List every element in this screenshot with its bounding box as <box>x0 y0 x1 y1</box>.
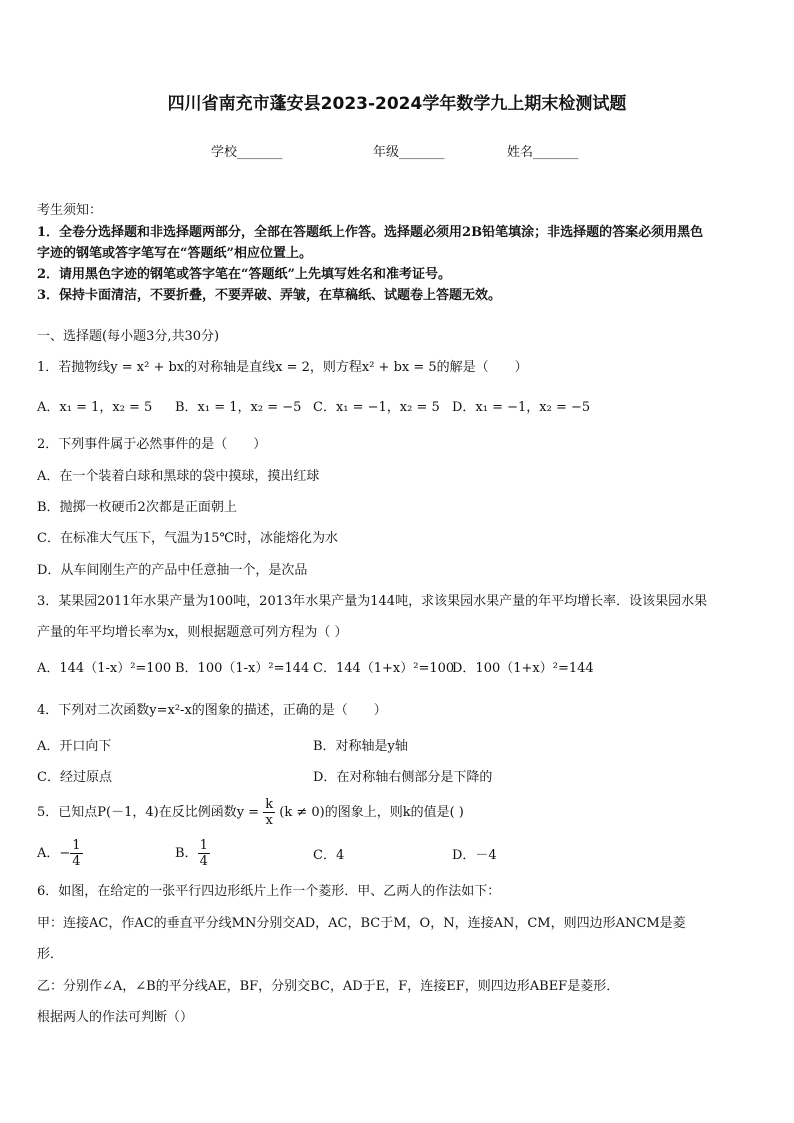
notice-item-1-cont: 字迹的钢笔或答字笔写在“答题纸”相应位置上。 <box>37 246 312 261</box>
q5-option-a <box>37 838 83 869</box>
q5-stem-prefix: 5．已知点P(－1，4)在反比例函数y = <box>37 805 260 820</box>
q4-option-c: C．经过原点 <box>37 770 112 785</box>
school-field[interactable]: 学校_______ <box>211 145 283 160</box>
q4-option-b: B．对称轴是y轴 <box>313 739 408 754</box>
section-heading: 一、选择题(每小题3分,共30分) <box>37 329 220 344</box>
q3-option-b: B．100（1-x）²=144 <box>175 661 310 676</box>
q6-judge-prompt: 根据两人的作法可判断（） <box>37 1010 194 1025</box>
q5-fraction-numerator: k <box>265 797 274 812</box>
notice-heading: 考生须知： <box>37 203 103 218</box>
q4-option-a: A．开口向下 <box>37 739 112 754</box>
q2-option-d: D．从车间刚生产的产品中任意抽一个，是次品 <box>37 563 308 578</box>
q4-stem: 4．下列对二次函数y=x²-x的图象的描述，正确的是（ ） <box>37 703 387 718</box>
q5-fraction-denominator: x <box>265 813 273 828</box>
q4-option-d: D．在对称轴右侧部分是下降的 <box>313 770 493 785</box>
q6-method-jia-cont: 形． <box>37 947 64 962</box>
q3-option-d: D．100（1+x）²=144 <box>452 661 594 676</box>
q3-stem-cont: 产量的年平均增长率为x，则根据题意可列方程为（ ） <box>37 625 348 640</box>
grade-field[interactable]: 年级_______ <box>373 145 445 160</box>
q6-method-jia: 甲：连接AC，作AC的垂直平分线MN分别交AD，AC，BC于M，O，N，连接AN，CM，则四边形ANCM是菱 <box>37 916 686 931</box>
q5-option-b-numerator: 1 <box>199 838 208 853</box>
q2-option-c: C．在标准大气压下，气温为15℃时，冰能熔化为水 <box>37 531 339 546</box>
q3-option-a: A．144（1-x）²=100 <box>37 661 172 676</box>
q5-option-b-denominator: 4 <box>199 854 208 869</box>
q2-stem: 2．下列事件属于必然事件的是（ ） <box>37 437 267 452</box>
q5-fraction <box>263 797 275 828</box>
q1-option-d: D．x₁ = −1，x₂ = −5 <box>452 400 591 415</box>
q5-option-b <box>175 838 210 869</box>
q5-option-d: D．－4 <box>452 848 497 863</box>
q3-stem: 3．某果园2011年水果产量为100吨，2013年水果产量为144吨，求该果园水果产量的年平均增长率．设该果园水果 <box>37 594 708 609</box>
q5-option-a-label: A．− <box>37 846 71 861</box>
q6-stem: 6．如图，在给定的一张平行四边形纸片上作一个菱形．甲、乙两人的作法如下： <box>37 884 501 899</box>
q3-option-c: C．144（1+x）²=100 <box>313 661 455 676</box>
q5-option-b-label: B． <box>175 846 198 861</box>
notice-item-3: 3．保持卡面清洁，不要折叠，不要弄破、弄皱，在草稿纸、试题卷上答题无效。 <box>37 288 502 303</box>
q2-option-b: B．抛掷一枚硬币2次都是正面朝上 <box>37 500 237 515</box>
q5-option-a-fraction <box>70 838 82 869</box>
q5-option-c: C．4 <box>313 848 345 863</box>
q5-option-b-fraction <box>198 838 210 869</box>
q5-option-a-numerator: 1 <box>72 838 81 853</box>
notice-item-2: 2．请用黑色字迹的钢笔或答字笔在“答题纸”上先填写姓名和准考证号。 <box>37 267 452 282</box>
q1-option-b: B．x₁ = 1，x₂ = −5 <box>175 400 302 415</box>
notice-item-1: 1．全卷分选择题和非选择题两部分，全部在答题纸上作答。选择题必须用2B铅笔填涂；非选择题的答案必须用黑色 <box>37 225 704 240</box>
page-title: 四川省南充市蓬安县2023-2024学年数学九上期末检测试题 <box>167 94 627 114</box>
q1-option-c: C．x₁ = −1，x₂ = 5 <box>313 400 440 415</box>
q2-option-a: A．在一个装着白球和黑球的袋中摸球，摸出红球 <box>37 469 320 484</box>
q1-option-a: A．x₁ = 1，x₂ = 5 <box>37 400 153 415</box>
q6-method-yi: 乙：分别作∠A，∠B的平分线AE，BF，分别交BC，AD于E，F，连接EF，则四边形ABEF是菱形． <box>37 979 620 994</box>
name-field[interactable]: 姓名_______ <box>507 145 579 160</box>
q5-option-a-denominator: 4 <box>72 854 81 869</box>
q5-stem-suffix: (k ≠ 0)的图象上，则k的值是( ) <box>279 805 464 820</box>
q5-stem <box>37 797 464 828</box>
q1-stem: 1．若抛物线y = x² + bx的对称轴是直线x = 2，则方程x² + bx = 5的解是（ ） <box>37 360 528 375</box>
